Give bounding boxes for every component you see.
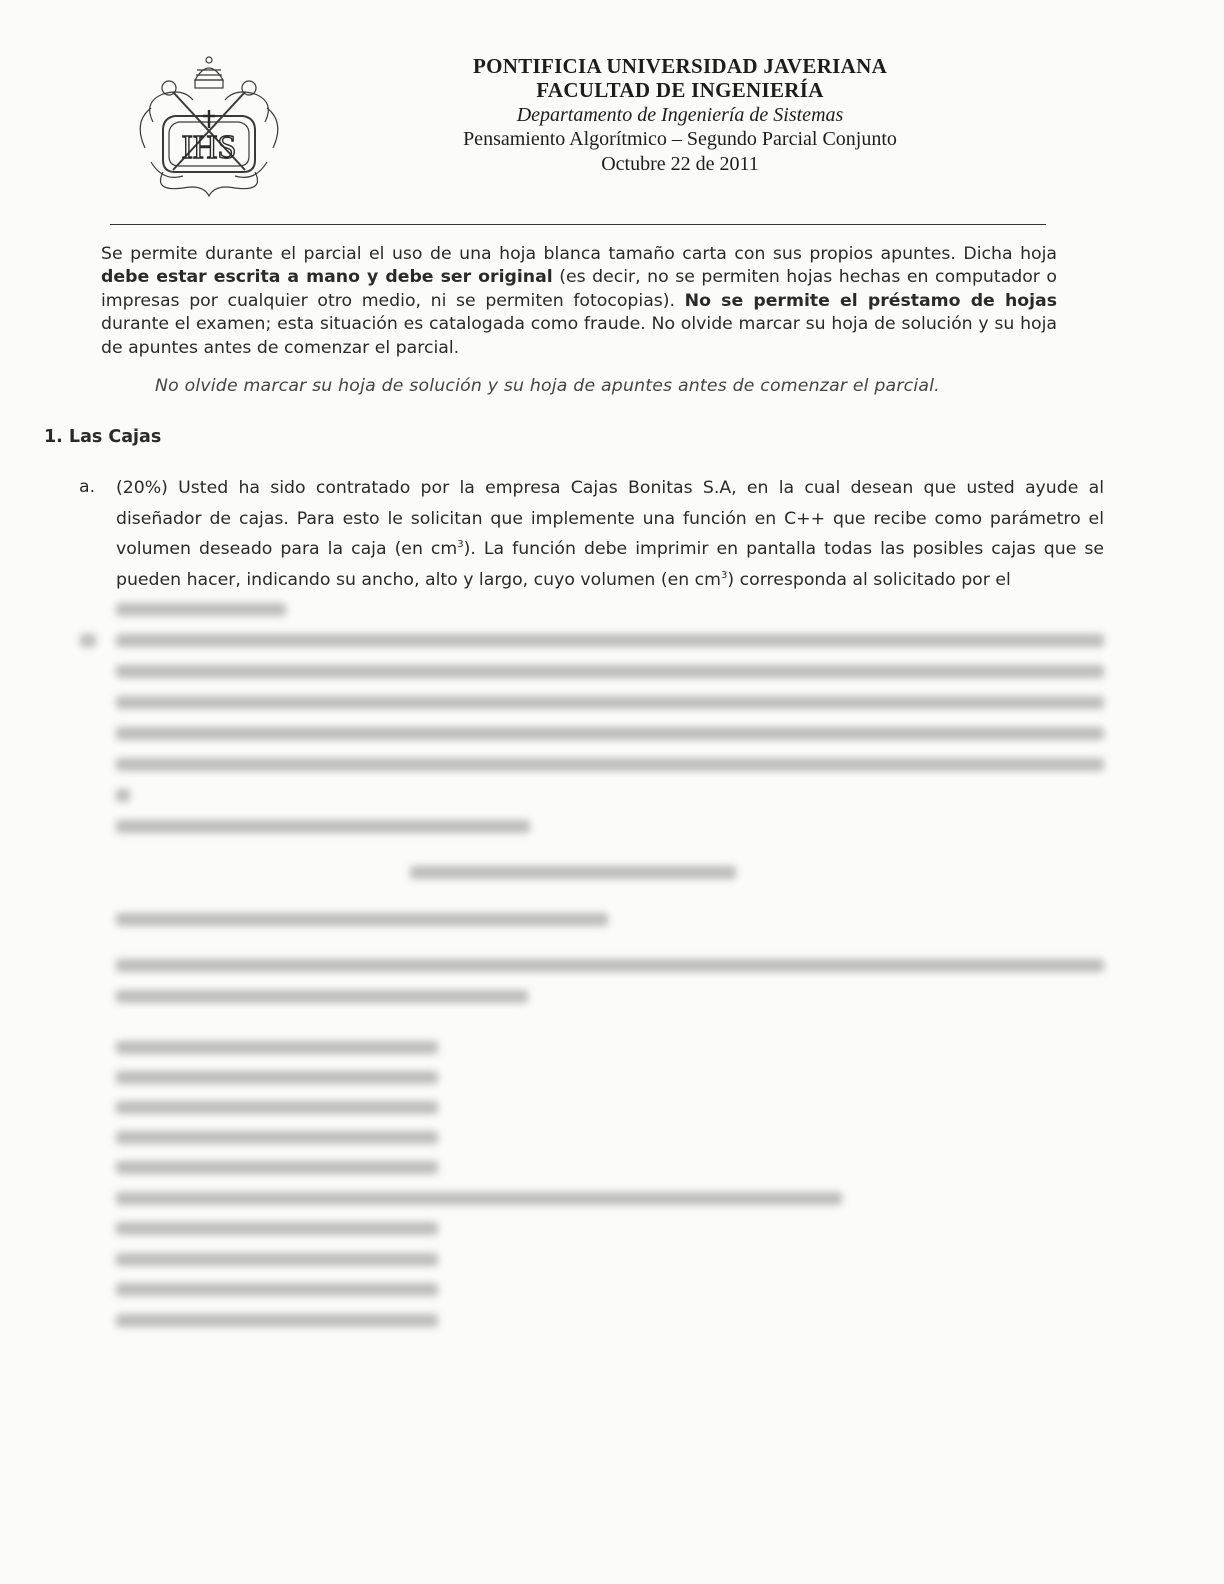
- intro-bold-1: debe estar escrita a mano y debe ser original: [101, 267, 553, 288]
- section-title: 1. Las Cajas: [44, 427, 162, 447]
- intro-bold-2: No se permite el préstamo de hojas: [684, 290, 1057, 311]
- department-name: Departamento de Ingeniería de Sistemas: [516, 104, 844, 126]
- exam-date: Octubre 22 de 2011: [601, 153, 759, 175]
- intro-paragraph: Se permite durante el parcial el uso de una hoja blanca tamaño carta con sus propios apuntes. Dicha hoja debe estar escrita a mano y debe ser original (es decir, no se permiten hojas hechas en computador o impresas por cualquier otro medio, ni se permiten fotocopias). No se permite el préstamo de hojas durante el examen; esta situación es catalogada como fraude. No olvide marcar su hoja de solución y su hoja de apuntes antes de comenzar el parcial.: [101, 244, 1057, 358]
- university-name: PONTIFICIA UNIVERSIDAD JAVERIANA: [472, 54, 888, 78]
- reminder-note: No olvide marcar su hoja de solución y su hoja de apuntes antes de comenzar el parcial.: [155, 376, 940, 396]
- header-divider: [110, 224, 1046, 225]
- question-a-label: a.: [79, 477, 96, 497]
- question-a-text: (20%) Usted ha sido contratado por la empresa Cajas Bonitas S.A, en la cual desean que usted ayude al diseñador de cajas. Para esto le solicitan que implemente una función en C++ que recibe como parámetro el volumen deseado para la caja (en $cm^3$). La función debe imprimir en pantalla todas las posibles cajas que se pueden hacer, indicando su ancho, alto y largo, cuyo volumen (en $cm^3$) corresponda al solicitado por el: [116, 478, 1104, 590]
- course-title: Pensamiento Algorítmico – Segundo Parcial Conjunto: [463, 128, 897, 150]
- university-seal: [133, 52, 285, 200]
- faculty-name: FACULTAD DE INGENIERÍA: [536, 78, 824, 102]
- seal-lettering: IHS: [181, 129, 237, 166]
